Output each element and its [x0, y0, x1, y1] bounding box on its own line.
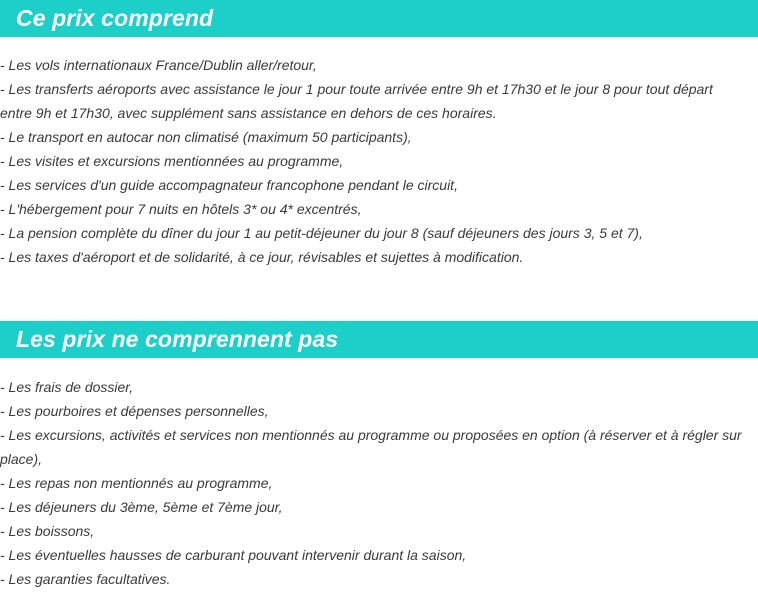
list-item: - La pension complète du dîner du jour 1 au petit-déjeuner du jour 8 (sauf déjeuners des jours 3, 5 et 7), [0, 225, 643, 241]
list-item: - Les repas non mentionnés au programme, [0, 475, 273, 491]
list-item: - Les transferts aéroports avec assistance le jour 1 pour toute arrivée entre 9h et 17h30 et le jour 8 pour tout départ entre 9h et 17h30, avec supplément sans assistance en dehors de ces horaires. [0, 81, 713, 121]
list-item: - Les vols internationaux France/Dublin aller/retour, [0, 57, 317, 73]
price-excludes-title: Les prix ne comprennent pas [16, 326, 339, 352]
list-item: - Les services d'un guide accompagnateur francophone pendant le circuit, [0, 177, 458, 193]
list-item: - Les déjeuners du 3ème, 5ème et 7ème jour, [0, 499, 283, 515]
price-excludes-header [0, 321, 758, 358]
price-excludes-list [0, 358, 758, 591]
price-includes-list [0, 37, 758, 269]
list-item: - Les taxes d'aéroport et de solidarité, à ce jour, révisables et sujettes à modification. [0, 249, 524, 265]
list-item: - Les éventuelles hausses de carburant pouvant intervenir durant la saison, [0, 547, 467, 563]
list-item: - Les garanties facultatives. [0, 571, 171, 587]
list-item: - Les boissons, [0, 523, 95, 539]
list-item: - Les visites et excursions mentionnées au programme, [0, 153, 344, 169]
list-item: - Le transport en autocar non climatisé (maximum 50 participants), [0, 129, 412, 145]
list-item: - Les pourboires et dépenses personnelles, [0, 403, 269, 419]
price-includes-section [0, 0, 758, 269]
price-includes-header [0, 0, 758, 37]
list-item: - Les frais de dossier, [0, 379, 134, 395]
price-includes-title: Ce prix comprend [16, 5, 214, 31]
list-item: - L'hébergement pour 7 nuits en hôtels 3* ou 4* excentrés, [0, 201, 362, 217]
list-item: - Les excursions, activités et services non mentionnés au programme ou proposées en option (à réserver et à régler sur place), [0, 427, 742, 467]
price-excludes-section [0, 321, 758, 591]
